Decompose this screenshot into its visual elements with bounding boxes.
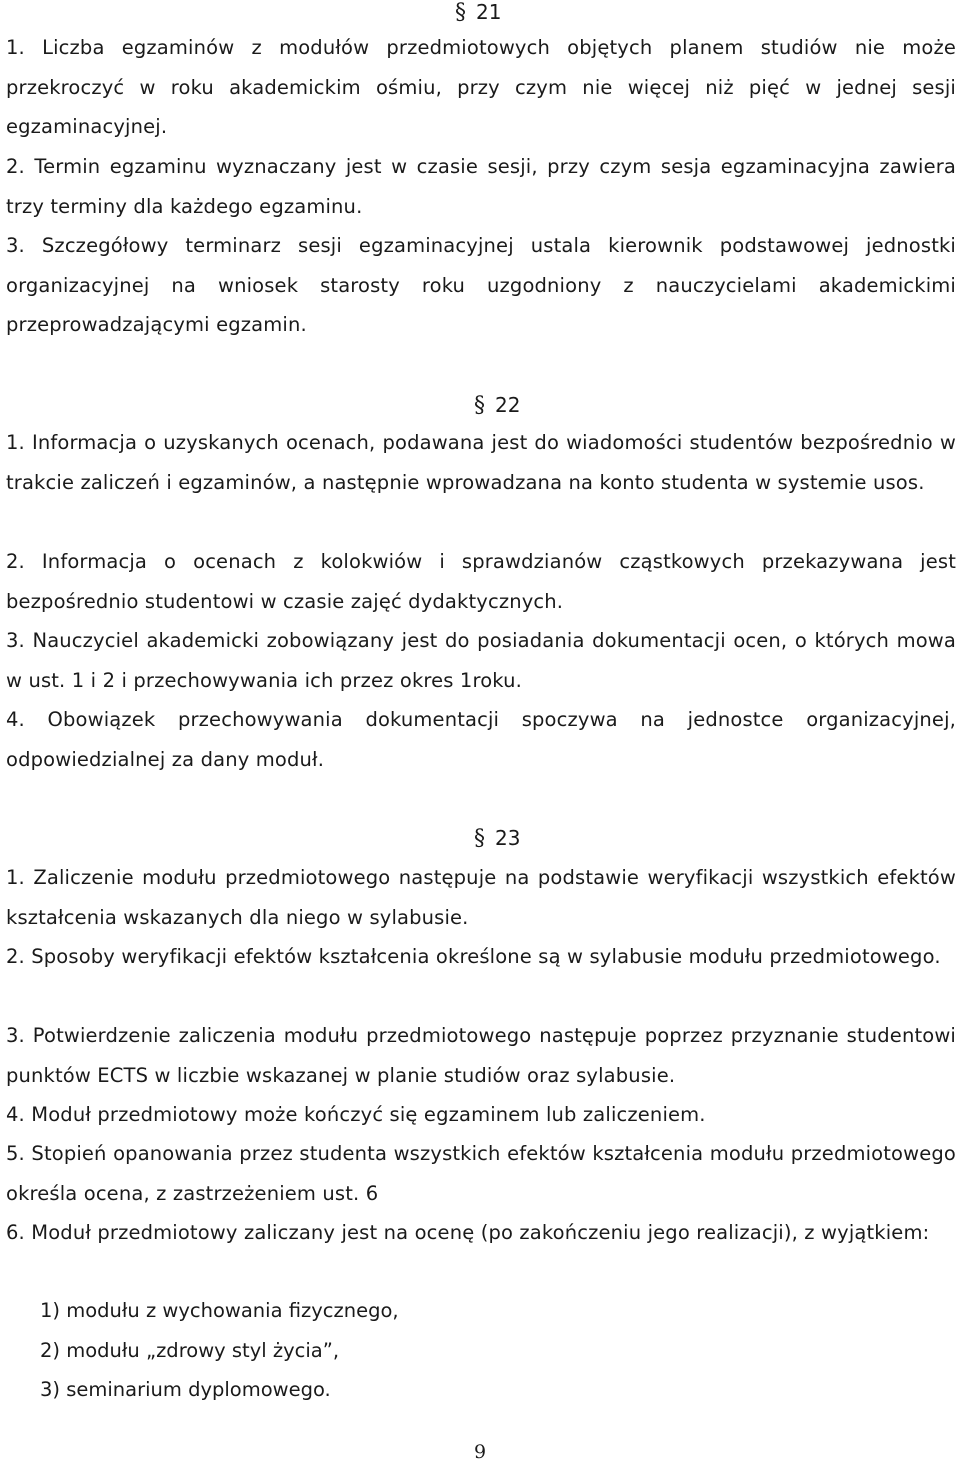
section-sign: §: [474, 393, 485, 418]
paragraph-21-3: 3. Szczegółowy terminarz sesji egzaminacyjnej ustala kierownik podstawowej jednostki organizacyjnej na wniosek starosty roku uzgodniony z nauczycielami akademickimi przeprowadzającymi egzamin.: [6, 234, 956, 336]
paragraph-21-2: 2. Termin egzaminu wyznaczany jest w czasie sesji, przy czym sesja egzaminacyjna zawiera trzy terminy dla każdego egzaminu.: [6, 155, 956, 218]
paragraph-21-1: 1. Liczba egzaminów z modułów przedmiotowych objętych planem studiów nie może przekroczyć w roku akademickim ośmiu, przy czym nie więcej niż pięć w jednej sesji egzaminacyjnej.: [6, 36, 956, 138]
page-number: 9: [473, 1441, 487, 1463]
section-sign: §: [455, 0, 466, 25]
section-heading-22: [474, 393, 520, 418]
section-sign: §: [474, 826, 485, 851]
paragraph-23-1: 1. Zaliczenie modułu przedmiotowego następuje na podstawie weryfikacji wszystkich efektów kształcenia wskazanych dla niego w sylabusie.: [6, 866, 956, 929]
section-number: 23: [495, 826, 521, 850]
paragraph-23-5: 5. Stopień opanowania przez studenta wszystkich efektów kształcenia modułu przedmiotowego określa ocena, z zastrzeżeniem ust. 6: [6, 1142, 956, 1205]
paragraph-22-4: 4. Obowiązek przechowywania dokumentacji spoczywa na jednostce organizacyjnej, odpowiedzialnej za dany moduł.: [6, 708, 956, 771]
section-heading-23: [474, 826, 520, 851]
paragraph-23-6: 6. Moduł przedmiotowy zaliczany jest na ocenę (po zakończeniu jego realizacji), z wyjątkiem:: [6, 1221, 930, 1244]
paragraph-22-2: 2. Informacja o ocenach z kolokwiów i sprawdzianów cząstkowych przekazywana jest bezpośrednio studentowi w czasie zajęć dydaktycznych.: [6, 550, 956, 613]
list-item: 1) modułu z wychowania fizycznego,: [40, 1299, 399, 1322]
section-number: 21: [476, 0, 502, 24]
paragraph-23-2: 2. Sposoby weryfikacji efektów kształcenia określone są w sylabusie modułu przedmiotowego.: [6, 945, 941, 968]
paragraph-23-4: 4. Moduł przedmiotowy może kończyć się egzaminem lub zaliczeniem.: [6, 1103, 706, 1126]
list-item: 2) modułu „zdrowy styl życia”,: [40, 1338, 340, 1362]
paragraph-22-3: 3. Nauczyciel akademicki zobowiązany jest do posiadania dokumentacji ocen, o których mowa w ust. 1 i 2 i przechowywania ich przez okres 1roku.: [6, 629, 956, 692]
paragraph-22-1: 1. Informacja o uzyskanych ocenach, podawana jest do wiadomości studentów bezpośrednio w trakcie zaliczeń i egzaminów, a następnie wprowadzana na konto studenta w systemie usos.: [6, 431, 956, 494]
list-item: 3) seminarium dyplomowego.: [40, 1378, 331, 1401]
paragraph-23-3: 3. Potwierdzenie zaliczenia modułu przedmiotowego następuje poprzez przyznanie studentowi punktów ECTS w liczbie wskazanej w planie studiów oraz sylabusie.: [6, 1024, 956, 1087]
exceptions-list: [40, 1291, 740, 1410]
section-number: 22: [495, 393, 521, 417]
section-heading-21: [455, 0, 501, 25]
